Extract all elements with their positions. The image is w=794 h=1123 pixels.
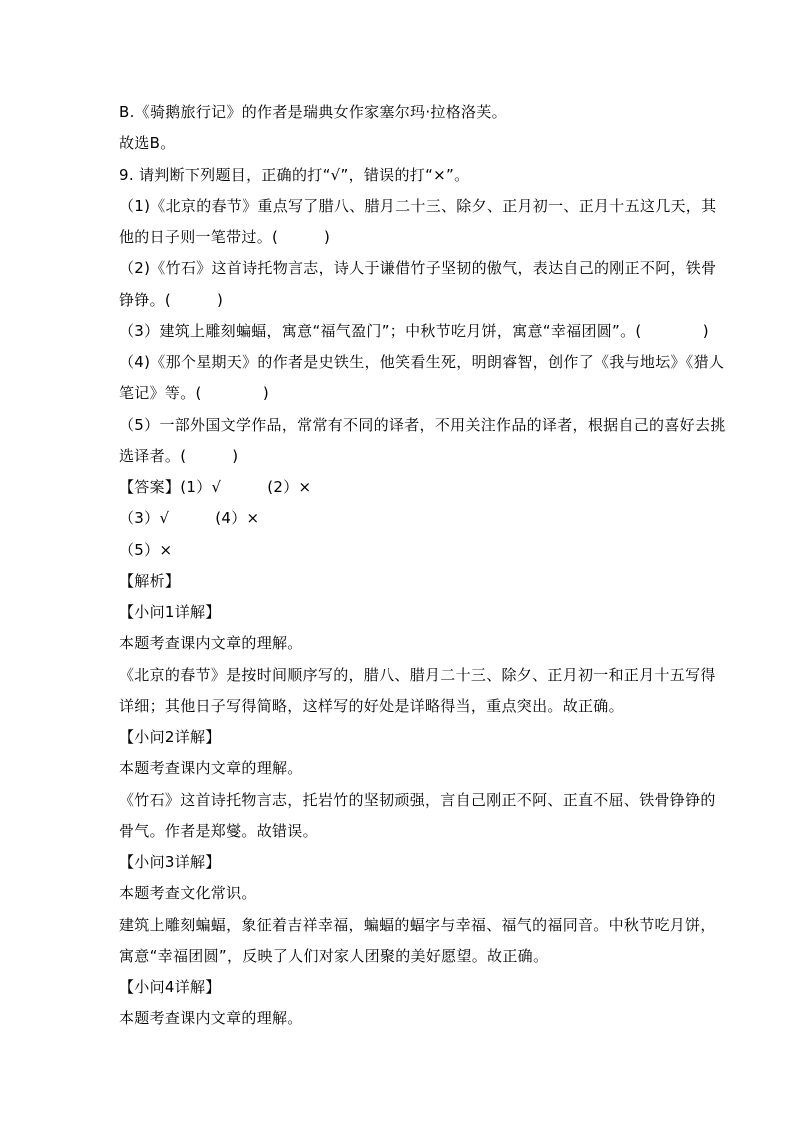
text-line: 本题考查课内文章的理解。 [119,1009,303,1028]
text-line: （2)《竹石》这首诗托物言志，诗人于谦借竹子坚韧的傲气，表达自己的刚正不阿，铁骨 [119,259,717,278]
text-line: 【解析】 [119,571,181,590]
text-line: 详细；其他日子写得简略，这样写的好处是详略得当，重点突出。故正确。 [119,696,624,715]
document-body [119,97,726,1035]
text-line: （4)《那个星期天》的作者是史铁生，他笑看生死，明朗睿智，创作了《我与地坛》《猎人 [119,353,725,371]
text-line: 【小问4详解】 [119,978,221,996]
text-line: （1)《北京的春节》重点写了腊八、腊月二十三、除夕、正月初一、正月十五这几天，其 [119,196,717,215]
text-line: 他的日子则一笔带过。( ) [119,228,331,246]
text-line: （5）× [119,540,173,559]
text-line: 9. 请判断下列题目，正确的打“√”，错误的打“×”。 [119,165,470,184]
text-line: 建筑上雕刻蝙蝠，象征着吉祥幸福，蝙蝠的蝠字与幸福、福气的福同音。中秋节吃月饼， [119,915,716,934]
text-line: B.《骑鹅旅行记》的作者是瑞典女作家塞尔玛·拉格洛芙。 [119,103,507,121]
text-line: 《北京的春节》是按时间顺序写的，腊八、腊月二十三、除夕、正月初一和正月十五写得 [119,665,716,684]
text-line: 本题考查课内文章的理解。 [119,759,303,778]
text-line: 铮铮。( ) [119,290,224,309]
text-line: （5）一部外国文学作品，常常有不同的译者，不用关注作品的译者，根据自己的喜好去挑 [119,415,726,434]
text-line: 【小问2详解】 [119,728,221,746]
text-line: 【小问1详解】 [119,603,221,621]
text-line: （3）√ (4）× [119,509,260,528]
text-line: 骨气。作者是郑燮。故错误。 [119,821,318,840]
text-line: 【小问3详解】 [119,853,221,871]
text-line: （3）建筑上雕刻蝙蝠，寓意“福气盈门”；中秋节吃月饼，寓意“幸福团圆”。( ) [119,321,709,340]
text-line: 【答案】(1）√ (2）× [119,478,312,496]
text-line: 《竹石》这首诗托物言志，托岩竹的坚韧顽强，言自己刚正不阿、正直不屈、铁骨铮铮的 [119,790,716,809]
text-line: 本题考查文化常识。 [119,884,257,903]
text-line: 故选B。 [119,134,176,153]
text-line: 本题考查课内文章的理解。 [119,634,303,653]
text-line: 笔记》等。( ) [119,384,270,403]
text-line: 寓意“幸福团圆”，反映了人们对家人团聚的美好愿望。故正确。 [119,946,549,965]
text-line: 选译者。( ) [119,446,239,465]
